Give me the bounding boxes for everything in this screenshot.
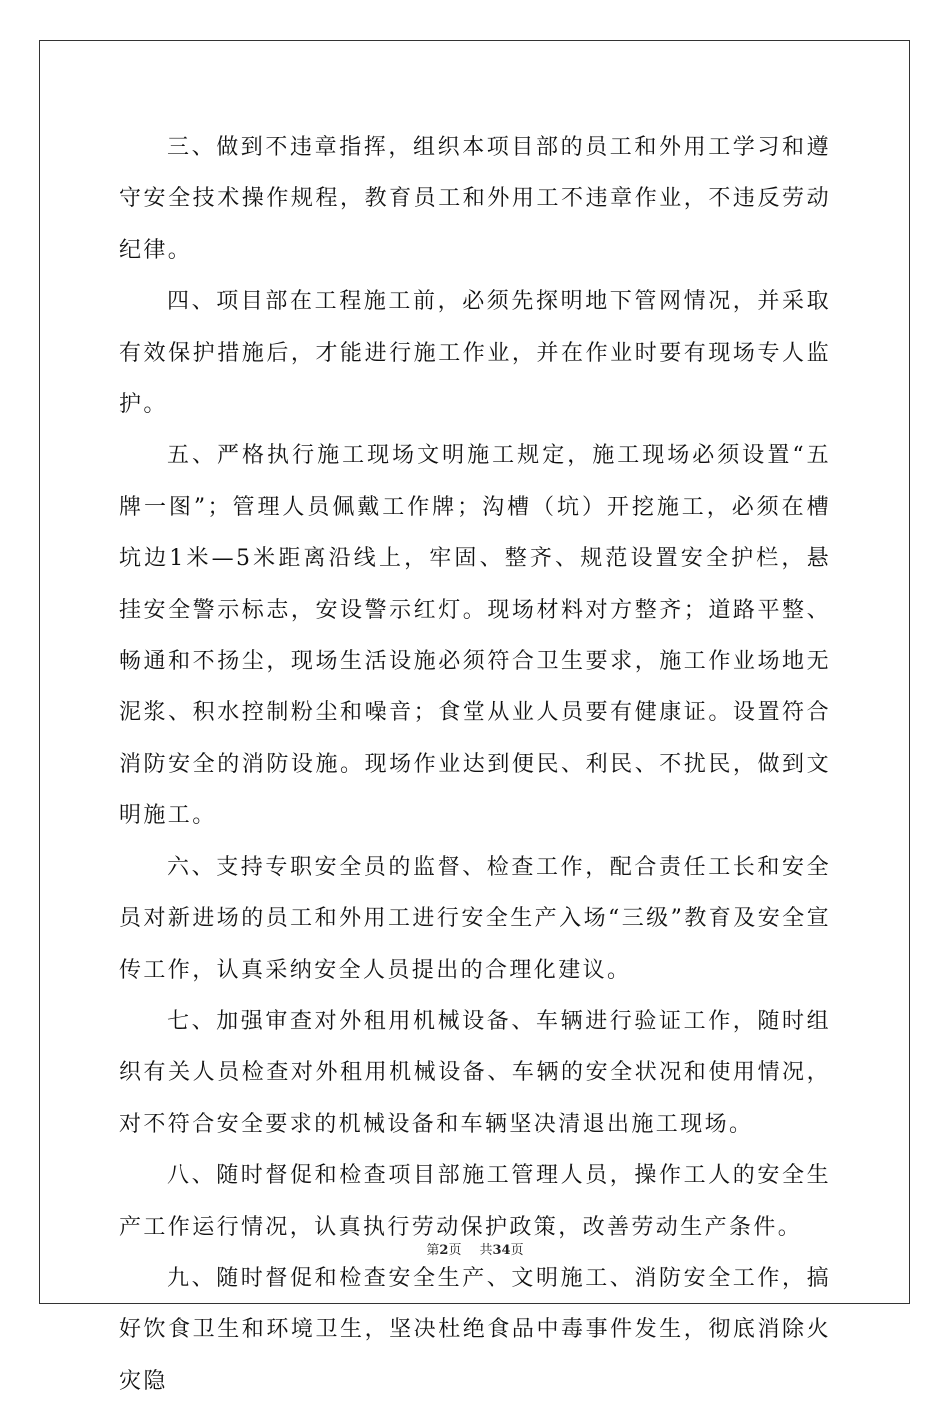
- paragraph-6: 六、支持专职安全员的监督、检查工作，配合责任工长和安全员对新进场的员工和外用工进行安全生产入场“三级”教育及安全宣传工作，认真采纳安全人员提出的合理化建议。: [119, 854, 831, 983]
- document-body: [119, 122, 831, 1407]
- paragraph-8: 八、随时督促和检查项目部施工管理人员，操作工人的安全生产工作运行情况，认真执行劳动保护政策，改善劳动生产条件。: [119, 1163, 831, 1240]
- page-number: 2: [439, 1243, 449, 1258]
- total-prefix: 共: [479, 1243, 493, 1258]
- page-footer: [0, 1239, 950, 1258]
- paragraph-5: 五、严格执行施工现场文明施工规定，施工现场必须设置“五牌一图”；管理人员佩戴工作牌；沟槽（坑）开挖施工，必须在槽坑边1米—5米距离沿线上，牢固、整齐、规范设置安全护栏，悬挂安全警示标志，安设警示红灯。现场材料对方整齐；道路平整、畅通和不扬尘，现场生活设施必须符合卫生要求，施工作业场地无泥浆、积水控制粉尘和噪音；食堂从业人员要有健康证。设置符合消防安全的消防设施。现场作业达到便民、利民、不扰民，做到文明施工。: [119, 443, 831, 829]
- total-pages: 34: [492, 1243, 511, 1258]
- paragraph-3: 三、做到不违章指挥，组织本项目部的员工和外用工学习和遵守安全技术操作规程，教育员工和外用工不违章作业，不违反劳动纪律。: [119, 135, 831, 263]
- page-prefix: 第: [426, 1243, 440, 1258]
- total-suffix: 页: [510, 1243, 524, 1258]
- page-suffix: 页: [448, 1243, 462, 1258]
- paragraph-4: 四、项目部在工程施工前，必须先探明地下管网情况，并采取有效保护措施后，才能进行施工作业，并在作业时要有现场专人监护。: [119, 289, 831, 418]
- paragraph-7: 七、加强审查对外租用机械设备、车辆进行验证工作，随时组织有关人员检查对外租用机械设备、车辆的安全状况和使用情况，对不符合安全要求的机械设备和车辆坚决清退出施工现场。: [119, 1008, 831, 1137]
- paragraph-9: 九、随时督促和检查安全生产、文明施工、消防安全工作，搞好饮食卫生和环境卫生，坚决杜绝食品中毒事件发生，彻底消除火灾隐: [119, 1265, 831, 1394]
